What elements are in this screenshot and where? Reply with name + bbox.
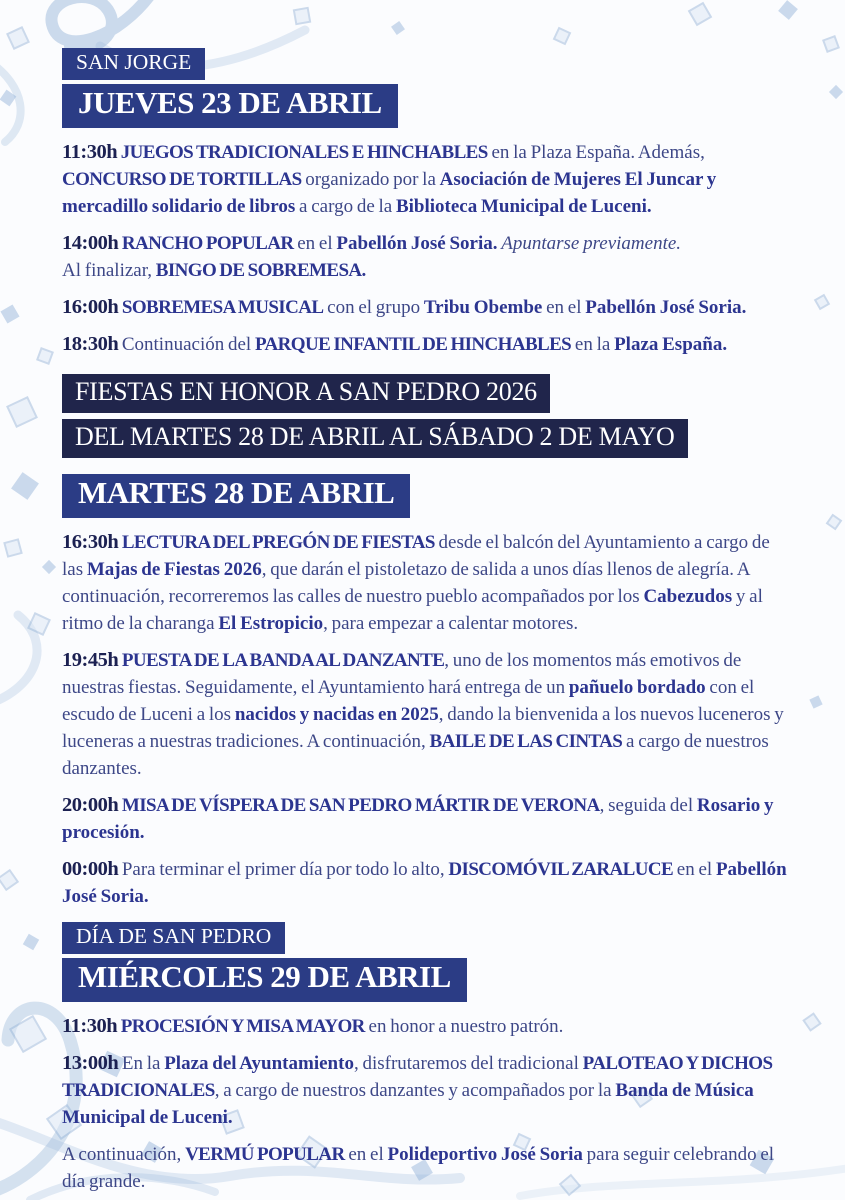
event-bold: Plaza España. [614, 334, 728, 355]
event-bold: Pabellón José Soria. [62, 859, 787, 907]
event-bold: Plaza del Ayuntamiento [164, 1053, 354, 1074]
event-highlight: PUESTA DE LA BANDA AL DANZANTE [121, 650, 445, 671]
event-time: 19:45h [62, 649, 122, 671]
event-text: En la [121, 1053, 165, 1074]
event-time: 11:30h [62, 141, 121, 163]
event-time: 20:00h [62, 794, 122, 816]
event-text: , para empezar a calentar motores. [323, 613, 579, 634]
section-banner-bar: DEL MARTES 28 DE ABRIL AL SÁBADO 2 DE MAYO [62, 419, 688, 458]
day-header-bar: MIÉRCOLES 29 DE ABRIL [62, 958, 467, 1002]
event-highlight: CONCURSO DE TORTILLAS [62, 169, 302, 190]
event-text: a cargo de la [295, 196, 396, 217]
event-bold: Rosario y procesión. [62, 795, 774, 843]
event-highlight: RANCHO POPULAR [121, 233, 294, 254]
event-text: , seguida del [599, 795, 697, 816]
event-text: desde el balcón del Ayuntamiento a cargo de las [62, 532, 770, 580]
event-text: con el escudo de Luceni a los [62, 677, 755, 725]
event-time: 16:30h [62, 531, 122, 553]
event-text: A continuación, [62, 1144, 186, 1165]
event-text: en el [673, 859, 716, 880]
event-bold: Banda de Música Municipal de Luceni. [62, 1080, 754, 1128]
event-text: en la [571, 334, 615, 355]
event-text: en el [293, 233, 337, 254]
event-highlight: MISA DE VÍSPERA DE SAN PEDRO MÁRTIR DE VERONA [121, 795, 600, 816]
event-paragraph [62, 647, 789, 782]
event-text: para seguir celebrando el día grande. [62, 1144, 775, 1192]
event-bold: Majas de Fiestas 2026 [86, 559, 262, 580]
event-bold: Cabezudos [643, 586, 733, 607]
section-kicker-bar: SAN JORGE [62, 48, 205, 80]
program-content [62, 48, 789, 1200]
event-bold: Tribu Obembe [423, 297, 543, 318]
event-highlight: BINGO DE SOBREMESA. [155, 260, 366, 281]
event-highlight: PROCESIÓN Y MISA MAYOR [120, 1016, 365, 1037]
event-highlight: VERMÚ POPULAR [185, 1144, 345, 1165]
event-text: , disfrutaremos del tradicional [353, 1053, 583, 1074]
event-text: organizado por la [301, 169, 440, 190]
event-text: Al finalizar, [62, 260, 156, 281]
event-text: Continuación del [121, 334, 255, 355]
event-bold: Pabellón José Soria. [336, 233, 502, 254]
event-text: en la Plaza España. Además, [487, 142, 705, 163]
streamer-ribbon-icon [51, 0, 155, 48]
event-paragraph [62, 529, 789, 637]
event-paragraph [62, 856, 789, 910]
event-highlight: LECTURA DEL PREGÓN DE FIESTAS [121, 532, 435, 553]
event-paragraph [62, 1013, 789, 1040]
event-paragraph [62, 1141, 789, 1195]
event-time: 16:00h [62, 296, 122, 318]
event-highlight: PARQUE INFANTIL DE HINCHABLES [254, 334, 572, 355]
event-paragraph [62, 230, 789, 284]
event-time: 00:00h [62, 858, 122, 880]
event-text: , uno de los momentos más emotivos de nuestras fiestas. Seguidamente, el Ayuntamiento hará entrega de un [62, 650, 742, 698]
event-bold: El Estropicio [218, 613, 324, 634]
event-bold: nacidos y nacidas en 2025 [234, 704, 439, 725]
event-text: en el [542, 297, 586, 318]
day-header-bar: JUEVES 23 DE ABRIL [62, 84, 398, 128]
event-paragraph [62, 1050, 789, 1131]
event-text: , a cargo de nuestros danzantes y acompañados por la [214, 1080, 616, 1101]
event-time: 11:30h [62, 1015, 121, 1037]
event-time: 14:00h [62, 232, 122, 254]
event-paragraph [62, 331, 789, 358]
event-bold: Biblioteca Municipal de Luceni. [395, 196, 652, 217]
event-highlight: PALOTEAO Y DICHOS TRADICIONALES [62, 1053, 773, 1101]
event-text: en honor a nuestro patrón. [364, 1016, 564, 1037]
event-bold: Polideportivo José Soria [387, 1144, 583, 1165]
day-header-bar: MARTES 28 DE ABRIL [62, 474, 410, 518]
event-text: , que darán el pistoletazo de salida a unos días llenos de alegría. A continuación, recorreremos las calles de nuestro pueblo acompañados por los [62, 559, 750, 607]
event-note: Apuntarse previamente. [501, 233, 682, 254]
event-bold: Asociación de Mujeres El Juncar y mercadillo solidario de libros [62, 169, 717, 217]
event-highlight: BAILE DE LAS CINTAS [429, 731, 623, 752]
event-bold: pañuelo bordado [568, 677, 706, 698]
event-paragraph [62, 139, 789, 220]
section-banner-bar: FIESTAS EN HONOR A SAN PEDRO 2026 [62, 374, 550, 413]
event-time: 18:30h [62, 333, 122, 355]
event-bold: Pabellón José Soria. [585, 297, 747, 318]
event-text: Para terminar el primer día por todo lo alto, [121, 859, 449, 880]
event-paragraph [62, 792, 789, 846]
event-text: con el grupo [323, 297, 424, 318]
event-paragraph [62, 294, 789, 321]
event-text: en el [344, 1144, 388, 1165]
event-highlight: DISCOMÓVIL ZARALUCE [448, 859, 674, 880]
event-text: , dando la bienvenida a los nuevos luceneros y luceneras a nuestras tradiciones. A continuación, [62, 704, 784, 752]
event-highlight: JUEGOS TRADICIONALES E HINCHABLES [120, 142, 488, 163]
event-time: 13:00h [62, 1052, 122, 1074]
event-text: y al ritmo de la charanga [62, 586, 763, 634]
event-text: a cargo de nuestros danzantes. [62, 731, 769, 779]
section-kicker-bar: DÍA DE SAN PEDRO [62, 922, 285, 954]
event-highlight: SOBREMESA MUSICAL [121, 297, 324, 318]
